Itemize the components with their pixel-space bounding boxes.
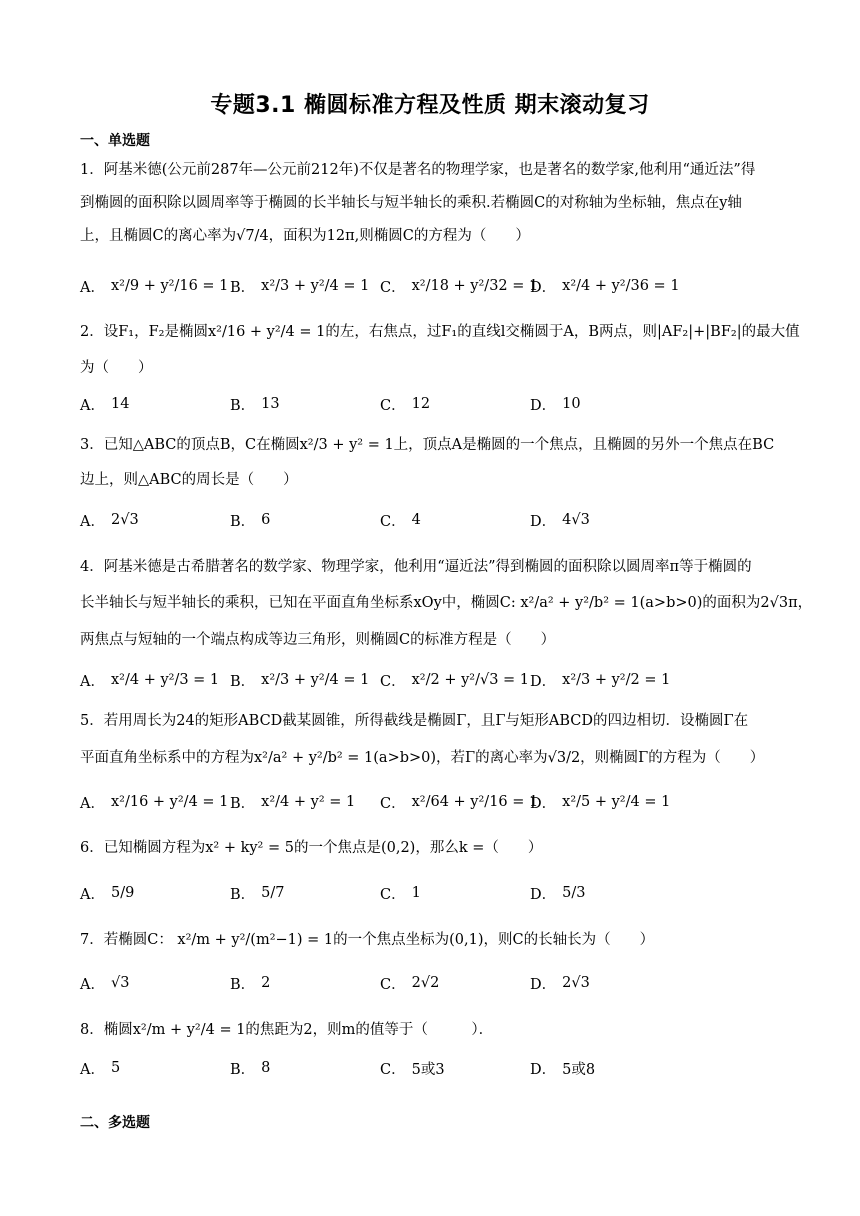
option-text: 8	[261, 1060, 271, 1076]
option-text: x²/9 + y²/16 = 1	[110, 278, 229, 294]
q6-option-d[interactable]: D． 5/3	[530, 885, 586, 903]
q8-option-a[interactable]: A． 5	[80, 1060, 121, 1078]
section-heading-multi-choice: 二、多选题	[80, 1115, 150, 1131]
q2-option-a[interactable]: A． 14	[80, 396, 130, 414]
q1-line-3: 上，且椭圆C的离心率为√7/4，面积为12π,则椭圆C的方程为（ ）	[80, 228, 530, 244]
q4-line-1: 4．阿基米德是古希腊著名的数学家、物理学家，他利用“逼近法”得到椭圆的面积除以圆周率π等于椭圆的	[80, 559, 752, 575]
q8-option-b[interactable]: B． 8	[230, 1060, 271, 1078]
q5-option-d[interactable]: D． x²/5 + y²/4 = 1	[530, 794, 671, 812]
option-text: 2√2	[411, 975, 440, 991]
q5-option-c[interactable]: C． x²/64 + y²/16 = 1	[380, 794, 539, 812]
option-text: 1	[411, 885, 421, 901]
q2-line-1: 2．设F₁，F₂是椭圆x²/16 + y²/4 = 1的左，右焦点，过F₁的直线l交椭圆于A，B两点，则|AF₂|+|BF₂|的最大值	[80, 324, 800, 340]
option-text: x²/16 + y²/4 = 1	[110, 794, 229, 810]
q4-option-b[interactable]: B． x²/3 + y²/4 = 1	[230, 672, 370, 690]
q5-option-a[interactable]: A． x²/16 + y²/4 = 1	[80, 794, 229, 812]
q1-options	[80, 266, 780, 306]
q7-option-c[interactable]: C． 2√2	[380, 975, 440, 993]
q3-option-b[interactable]: B． 6	[230, 512, 271, 530]
q6-option-b[interactable]: B． 5/7	[230, 885, 285, 903]
q1-option-b[interactable]: B． x²/3 + y²/4 = 1	[230, 278, 370, 296]
section-heading-single-choice: 一、单选题	[80, 133, 150, 149]
q2-options	[80, 384, 780, 424]
option-text: x²/4 + y²/3 = 1	[110, 672, 220, 688]
option-text: x²/3 + y²/4 = 1	[261, 672, 370, 688]
option-text: 14	[110, 396, 130, 412]
q4-line-3: 两焦点与短轴的一个端点构成等边三角形，则椭圆C的标准方程是（ ）	[80, 632, 556, 648]
q4-option-a[interactable]: A． x²/4 + y²/3 = 1	[80, 672, 220, 690]
option-text: x²/5 + y²/4 = 1	[562, 794, 671, 810]
q8-line-1: 8．椭圆x²/m + y²/4 = 1的焦距为2，则m的值等于（ ）．	[80, 1022, 494, 1038]
q1-option-c[interactable]: C． x²/18 + y²/32 = 1	[380, 278, 539, 296]
q7-option-b[interactable]: B． 2	[230, 975, 271, 993]
q7-option-a[interactable]: A． √3	[80, 975, 130, 993]
q8-options	[80, 1048, 780, 1088]
option-text: 6	[261, 512, 271, 528]
q1-option-d[interactable]: D． x²/4 + y²/36 = 1	[530, 278, 680, 296]
q1-line-2: 到椭圆的面积除以圆周率等于椭圆的长半轴长与短半轴长的乘积.若椭圆C的对称轴为坐标轴，焦点在y轴	[80, 195, 742, 211]
option-text: 4√3	[562, 512, 590, 528]
q3-option-a[interactable]: A． 2√3	[80, 512, 139, 530]
q3-line-1: 3．已知△ABC的顶点B，C在椭圆x²/3 + y² = 1上，顶点A是椭圆的一个焦点，且椭圆的另外一个焦点在BC	[80, 437, 775, 453]
option-text: 5/7	[261, 885, 285, 901]
option-text: 12	[411, 396, 431, 412]
q6-option-a[interactable]: A． 5/9	[80, 885, 135, 903]
option-text: x²/3 + y²/2 = 1	[562, 672, 671, 688]
option-text: x²/64 + y²/16 = 1	[411, 794, 539, 810]
option-text: x²/2 + y²/√3 = 1	[411, 672, 530, 688]
option-text: 4	[411, 512, 421, 528]
option-text: 5或8	[562, 1061, 596, 1078]
option-text: 2√3	[110, 512, 139, 528]
q4-option-d[interactable]: D． x²/3 + y²/2 = 1	[530, 672, 671, 690]
q5-line-2: 平面直角坐标系中的方程为x²/a² + y²/b² = 1(a>b>0)，若Γ的离心率为√3/2，则椭圆Γ的方程为（ ）	[80, 750, 765, 766]
option-text: 10	[562, 396, 581, 412]
q7-line-1: 7．若椭圆C： x²/m + y²/(m²−1) = 1的一个焦点坐标为(0,1)，则C的长轴长为（ ）	[80, 932, 655, 948]
q3-line-2: 边上，则△ABC的周长是（ ）	[80, 472, 298, 488]
q2-option-b[interactable]: B． 13	[230, 396, 280, 414]
page-title: 专题3.1 椭圆标准方程及性质 期末滚动复习	[210, 93, 650, 118]
option-text: √3	[110, 975, 130, 991]
option-text: x²/4 + y²/36 = 1	[562, 278, 680, 294]
q3-options	[80, 500, 780, 540]
q1-option-a[interactable]: A． x²/9 + y²/16 = 1	[80, 278, 229, 296]
q5-option-b[interactable]: B． x²/4 + y² = 1	[230, 794, 356, 812]
q6-options	[80, 873, 780, 913]
q3-option-d[interactable]: D． 4√3	[530, 512, 590, 530]
option-text: 5/3	[562, 885, 586, 901]
q2-option-d[interactable]: D． 10	[530, 396, 581, 414]
option-text: 5或3	[411, 1061, 445, 1078]
option-text: 13	[261, 396, 280, 412]
q2-option-c[interactable]: C． 12	[380, 396, 431, 414]
q7-options	[80, 963, 780, 1003]
q5-options	[80, 782, 780, 822]
q4-line-2: 长半轴长与短半轴长的乘积，已知在平面直角坐标系xOy中，椭圆C: x²/a² + y²/b² = 1(a>b>0)的面积为2√3π，	[80, 595, 813, 611]
q7-option-d[interactable]: D． 2√3	[530, 975, 590, 993]
option-text: 5/9	[110, 885, 135, 901]
q8-option-c[interactable]: C． 5或3	[380, 1048, 445, 1088]
q6-option-c[interactable]: C． 1	[380, 885, 421, 903]
q4-option-c[interactable]: C． x²/2 + y²/√3 = 1	[380, 672, 530, 690]
q6-line-1: 6．已知椭圆方程为x² + ky² = 5的一个焦点是(0,2)，那么k =（ ）	[80, 840, 543, 856]
option-text: 2√3	[562, 975, 590, 991]
q5-line-1: 5．若用周长为24的矩形ABCD截某圆锥，所得截线是椭圆Γ，且Γ与矩形ABCD的四边相切．设椭圆Γ在	[80, 713, 749, 729]
q3-option-c[interactable]: C． 4	[380, 512, 421, 530]
option-text: 2	[261, 975, 271, 991]
option-text: x²/18 + y²/32 = 1	[411, 278, 539, 294]
q4-options	[80, 660, 780, 700]
q2-line-2: 为（ ）	[80, 360, 153, 376]
q1-line-1: 1．阿基米德(公元前287年—公元前212年)不仅是著名的物理学家，也是著名的数学家,他利用“通近法”得	[80, 162, 756, 178]
option-text: 5	[110, 1060, 121, 1076]
option-text: x²/3 + y²/4 = 1	[261, 278, 370, 294]
q8-option-d[interactable]: D． 5或8	[530, 1048, 595, 1088]
option-text: x²/4 + y² = 1	[261, 794, 356, 810]
